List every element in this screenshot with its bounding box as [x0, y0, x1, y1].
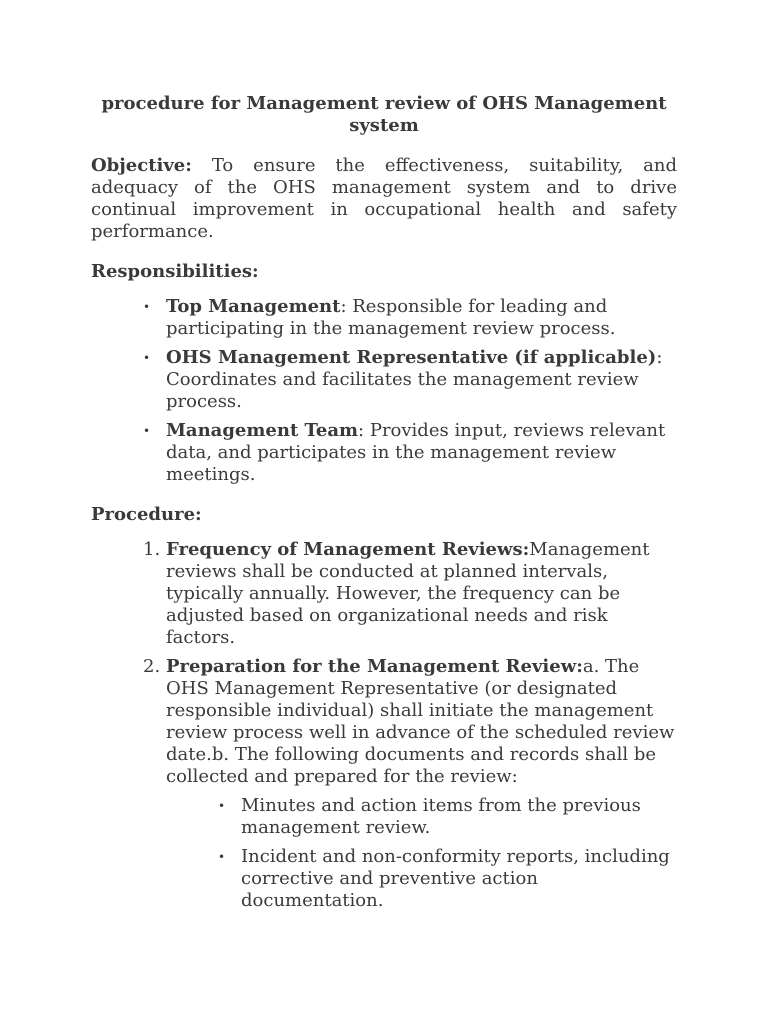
objective-paragraph — [91, 155, 677, 243]
bullet-icon: • — [218, 799, 226, 813]
step-number: 1. — [143, 539, 161, 560]
list-item — [143, 296, 677, 340]
step-text: a. The OHS Management Representative (or designated responsible individual) shall initiate the management review process well in advance of the scheduled review date.b. The following documents and records shall be collected and prepared for the review: — [166, 656, 675, 787]
list-item — [218, 846, 677, 912]
responsibility-term: Management Team — [166, 420, 359, 441]
step-term: Preparation for the Management Review: — [166, 656, 583, 677]
subitem-text: Minutes and action items from the previous management review. — [241, 795, 641, 838]
list-item — [218, 795, 677, 839]
responsibility-text: : Provides input, reviews relevant data, and participates in the management review meetings. — [166, 420, 666, 485]
responsibility-term: OHS Management Representative (if applicable) — [166, 347, 657, 368]
responsibility-text: : Coordinates and facilitates the management review process. — [166, 347, 663, 412]
objective-text: To ensure the effectiveness, suitability, and adequacy of the OHS management system and to drive continual improvement in occupational health and safety performance. — [91, 155, 677, 242]
objective-label: Objective: — [91, 155, 192, 176]
step-text: Management reviews shall be conducted at planned intervals, typically annually. However, the frequency can be adjusted based on organizational needs and risk factors. — [166, 539, 650, 648]
step-sublist — [166, 795, 677, 912]
step-term: Frequency of Management Reviews: — [166, 539, 530, 560]
procedure-heading: Procedure: — [91, 504, 202, 525]
bullet-icon: • — [218, 850, 226, 864]
procedure-steps — [91, 539, 677, 912]
bullet-icon: • — [143, 424, 151, 438]
procedure-step — [143, 656, 677, 912]
list-item — [143, 347, 677, 413]
responsibilities-list — [91, 296, 677, 486]
responsibility-term: Top Management — [166, 296, 341, 317]
document-title: procedure for Management review of OHS Management system — [101, 93, 667, 136]
responsibilities-heading: Responsibilities: — [91, 261, 259, 282]
list-item — [143, 420, 677, 486]
responsibility-text: : Responsible for leading and participating in the management review process. — [166, 296, 616, 339]
document-page — [91, 93, 677, 919]
step-number: 2. — [143, 656, 161, 677]
procedure-step — [143, 539, 677, 649]
subitem-text: Incident and non-conformity reports, including corrective and preventive action documentation. — [241, 846, 670, 911]
bullet-icon: • — [143, 351, 151, 365]
bullet-icon: • — [143, 300, 151, 314]
